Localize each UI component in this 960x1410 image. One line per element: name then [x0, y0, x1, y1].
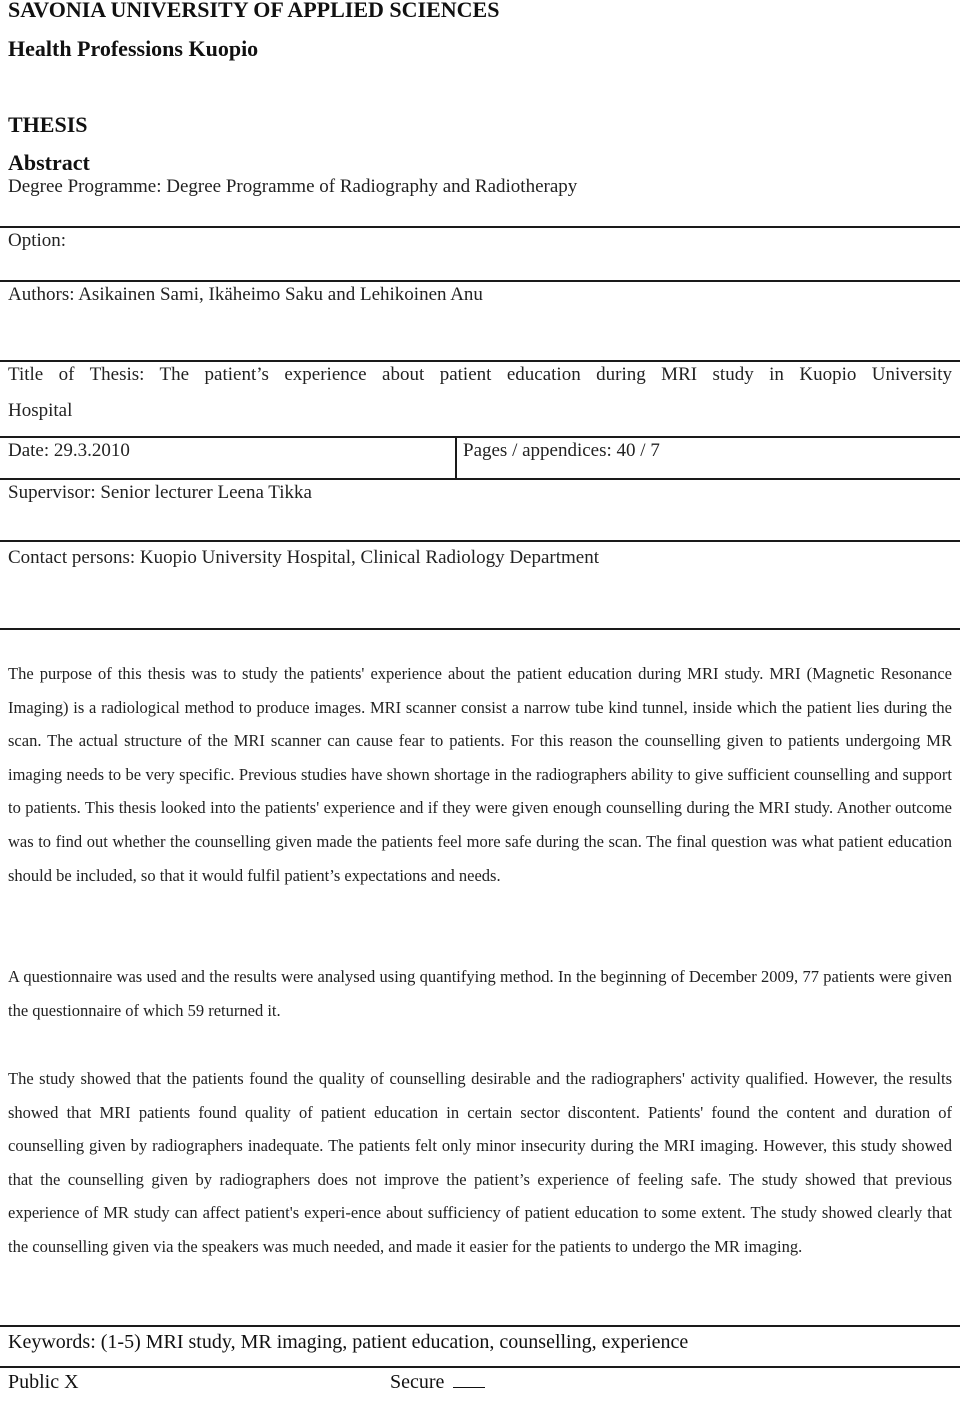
option-field: Option:: [8, 230, 67, 251]
divider: [0, 436, 960, 438]
date-pages-divider: [455, 436, 457, 478]
degree-programme: Degree Programme: Degree Programme of Radiography and Radiotherapy: [8, 176, 578, 197]
public-field: Public X: [8, 1371, 79, 1393]
divider: [0, 1366, 960, 1368]
secure-field: [390, 1371, 485, 1394]
abstract-paragraph-3: The study showed that the patients found the quality of counselling desirable and the radiographers' activity qualified. However, the results showed that MRI patients found quality of patient education in certain sector discontent. Patients' found the content and duration of counselling given by radiographers inadequate. The patients felt only minor insecurity during the MRI imaging. However, this study showed that the counselling given by radiographers does not improve the patient’s experience of feeling safe. The study showed that previous experience of MR study can affect patient's experi-ence about sufficiency of patient education to some extent. The study showed clearly that the counselling given via the speakers was much needed, and made it easier for the patients to undergo the MR imaging.: [8, 1069, 952, 1256]
section-title: Abstract: [8, 150, 90, 175]
abstract-paragraph-2: A questionnaire was used and the results were analysed using quantifying method. In the beginning of December 2009, 77 patients were given the questionnaire of which 59 returned it.: [8, 967, 952, 1020]
divider: [0, 280, 960, 282]
supervisor-field: Supervisor: Senior lecturer Leena Tikka: [8, 482, 312, 503]
faculty-name: Health Professions Kuopio: [8, 36, 259, 61]
divider: [0, 540, 960, 542]
keywords-field: Keywords: (1-5) MRI study, MR imaging, patient education, counselling, experience: [8, 1331, 689, 1353]
divider: [0, 628, 960, 630]
secure-blank-line: [453, 1373, 485, 1388]
thesis-title-line2: Hospital: [8, 400, 73, 421]
pages-field: Pages / appendices: 40 / 7: [463, 440, 660, 461]
divider: [0, 360, 960, 362]
authors-field: Authors: Asikainen Sami, Ikäheimo Saku and Lehikoinen Anu: [8, 284, 483, 305]
university-name: SAVONIA UNIVERSITY OF APPLIED SCIENCES: [8, 0, 500, 22]
thesis-title-line1: Title of Thesis: The patient’s experience about patient education during MRI study in Kuopio University: [8, 364, 952, 385]
abstract-paragraph-1: The purpose of this thesis was to study the patients' experience about the patient education during MRI study. MRI (Magnetic Resonance Imaging) is a radiological method to produce images. MRI scanner consist a narrow tube kind tunnel, inside which the patient lies during the scan. The actual structure of the MRI scanner can cause fear to patients. For this reason the counselling given to patients undergoing MR imaging needs to be very specific. Previous studies have shown shortage in the radiographers ability to give sufficient counselling and support to patients. This thesis looked into the patients' experience and if they were given enough counselling during the MRI study. Another outcome was to find out whether the counselling given made the patients feel more safe during the scan. The final question was what patient education should be included, so that it would fulfil patient’s expectations and needs.: [8, 664, 952, 885]
secure-label: Secure: [390, 1371, 445, 1393]
divider: [0, 478, 960, 480]
divider: [0, 1325, 960, 1327]
contact-persons-field: Contact persons: Kuopio University Hospital, Clinical Radiology Department: [8, 547, 600, 568]
document-type: THESIS: [8, 112, 88, 137]
divider: [0, 226, 960, 228]
date-field: Date: 29.3.2010: [8, 440, 130, 461]
